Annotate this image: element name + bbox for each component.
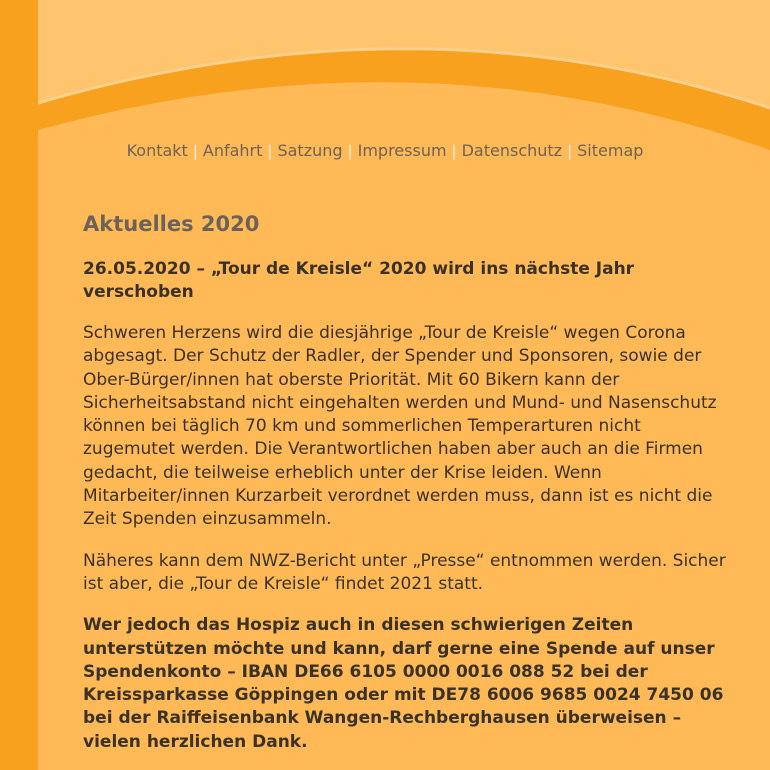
nav-separator: | xyxy=(347,142,353,160)
donation-paragraph: Wer jedoch das Hospiz auch in diesen schwierigen Zeiten unterstützen möchte und kann, darf gerne eine Spende auf unser Spendenkonto – IBAN DE66 6105 0000 0016 088 52 bei der Kreissparkasse Göppingen oder mit DE78 6006 9685 0024 7450 06 bei der Raiffeisenbank Wangen-Rechberghausen überweisen – vielen herzlichen Dank. xyxy=(83,615,724,752)
nav-link-impressum[interactable]: Impressum xyxy=(357,141,447,160)
nav-separator: | xyxy=(567,142,573,160)
article-paragraph-1: Schweren Herzens wird die diesjährige „Tour de Kreisle“ wegen Corona abgesagt. Der Schutz der Radler, der Spender und Sponsoren, sowie der Ober-Bürger/innen hat oberste Priorität. Mit 60 Bikern kann der Sicherheitsabstand nicht eingehalten werden und Mund- und Nasenschutz können bei täglich 70 km und sommerlichen Temperarturen nicht zugemutet werden. Die Verantwortlichen haben aber auch an die Firmen gedacht, die teilweise erheblich unter der Krise leiden. Wenn Mitarbeiter/innen Kurzarbeit verordnet werden muss, dann ist es nicht die Zeit Spenden einzusammeln. xyxy=(83,323,717,530)
nav-separator: | xyxy=(267,142,273,160)
nav-link-satzung[interactable]: Satzung xyxy=(277,141,343,160)
article-paragraph-2: Näheres kann dem NWZ-Bericht unter „Presse“ entnommen werden. Sicher ist aber, die „Tour de Kreisle“ findet 2021 statt. xyxy=(83,550,726,594)
nav-link-datenschutz[interactable]: Datenschutz xyxy=(461,141,563,160)
nav-separator: | xyxy=(192,142,198,160)
nav-link-anfahrt[interactable]: Anfahrt xyxy=(202,141,263,160)
article-headline: 26.05.2020 – „Tour de Kreisle“ 2020 wird ins nächste Jahr verschoben xyxy=(83,259,635,302)
nav-separator: | xyxy=(451,142,457,160)
top-navigation xyxy=(0,140,770,162)
section-title: Aktuelles 2020 xyxy=(83,212,260,236)
nav-link-kontakt[interactable]: Kontakt xyxy=(126,141,188,160)
main-content xyxy=(83,210,733,754)
nav-link-sitemap[interactable]: Sitemap xyxy=(577,141,644,160)
left-sidebar-bar xyxy=(0,0,38,770)
